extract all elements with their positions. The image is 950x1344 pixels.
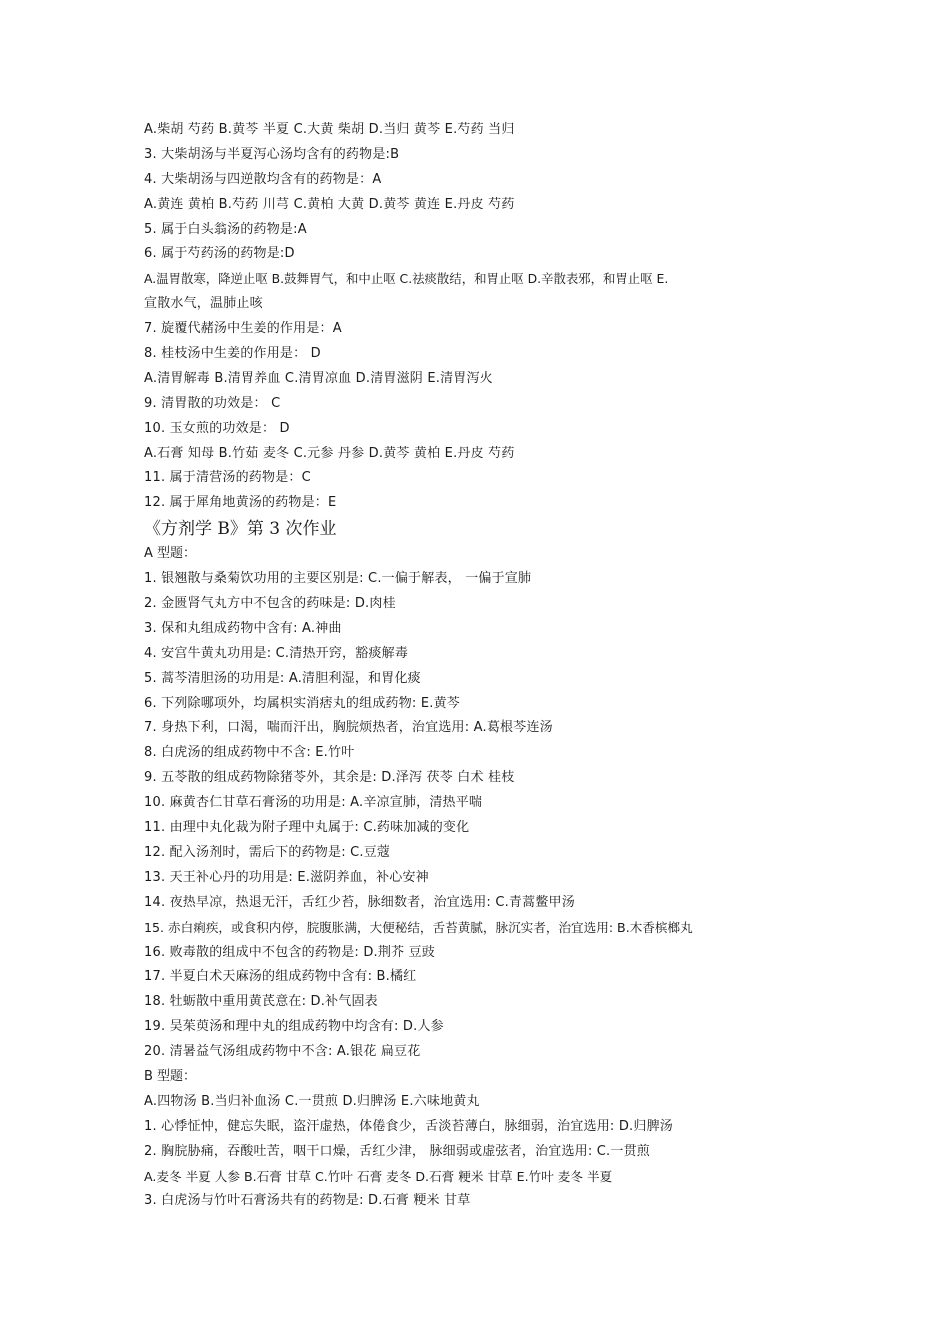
question-line: 3. 白虎汤与竹叶石膏汤共有的药物是: D.石膏 粳米 甘草 <box>144 1193 471 1209</box>
question-line: 10. 麻黄杏仁甘草石膏汤的功用是: A.辛凉宣肺，清热平喘 <box>144 795 483 811</box>
text-line: 9. 清胃散的功效是： C <box>144 395 281 411</box>
text-line: 11. 属于清营汤的药物是：C <box>144 470 311 486</box>
text-line: A.清胃解毒 B.清胃养血 C.清胃凉血 D.清胃滋阴 E.清胃泻火 <box>144 370 493 386</box>
question-line: 16. 败毒散的组成中不包含的药物是: D.荆芥 豆豉 <box>144 944 435 960</box>
question-line: 4. 安宫牛黄丸功用是: C.清热开窍，豁痰解毒 <box>144 645 409 661</box>
question-line: 8. 白虎汤的组成药物中不含: E.竹叶 <box>144 745 355 761</box>
question-line: 13. 天王补心丹的功用是: E.滋阴养血，补心安神 <box>144 869 429 885</box>
b-type-label: B 型题： <box>144 1068 197 1084</box>
options-line: A.四物汤 B.当归补血汤 C.一贯煎 D.归脾汤 E.六味地黄丸 <box>144 1093 480 1109</box>
text-line: 8. 桂枝汤中生姜的作用是： D <box>144 346 321 362</box>
question-line: 20. 清暑益气汤组成药物中不含: A.银花 扁豆花 <box>144 1044 421 1060</box>
question-line: 12. 配入汤剂时，需后下的药物是: C.豆蔻 <box>144 844 391 860</box>
question-line: 1. 心悸怔忡，健忘失眠，盗汗虚热，体倦食少，舌淡苔薄白，脉细弱，治宜选用: D.归脾汤 <box>144 1118 673 1134</box>
text-line: A.柴胡 芍药 B.黄芩 半夏 C.大黄 柴胡 D.当归 黄芩 E.芍药 当归 <box>144 122 515 137</box>
text-line: A.温胃散寒，降逆止呕 B.鼓舞胃气，和中止呕 C.祛痰散结，和胃止呕 D.辛散表邪，和胃止呕 E. <box>144 271 669 287</box>
section-heading: 《方剂学 B》第 3 次作业 <box>144 519 337 540</box>
question-line: 14. 夜热早凉，热退无汗，舌红少苔，脉细数者，治宜选用: C.青蒿鳖甲汤 <box>144 894 575 910</box>
text-line: 6. 属于芍药汤的药物是:D <box>144 246 295 262</box>
question-line: 9. 五苓散的组成药物除猪苓外，其余是: D.泽泻 茯苓 白术 桂枝 <box>144 770 515 786</box>
question-line: 17. 半夏白术天麻汤的组成药物中含有: B.橘红 <box>144 969 417 985</box>
text-line: A.石膏 知母 B.竹茹 麦冬 C.元参 丹参 D.黄芩 黄柏 E.丹皮 芍药 <box>144 445 515 461</box>
question-line: 18. 牡蛎散中重用黄芪意在: D.补气固表 <box>144 994 378 1010</box>
question-line: 6. 下列除哪项外，均属枳实消痞丸的组成药物: E.黄芩 <box>144 695 460 711</box>
document-body <box>144 118 824 1214</box>
question-line: 15. 赤白痢疾，或食积内停，脘腹胀满，大便秘结，舌苔黄腻，脉沉实者，治宜选用: B.木香槟榔丸 <box>144 919 693 935</box>
text-line: 4. 大柴胡汤与四逆散均含有的药物是：A <box>144 171 382 187</box>
question-line: 5. 蒿芩清胆汤的功用是: A.清胆利湿，和胃化痰 <box>144 670 421 686</box>
question-line: 1. 银翘散与桑菊饮功用的主要区别是: C.一偏于解表， 一偏于宣肺 <box>144 571 532 587</box>
text-line: A.黄连 黄柏 B.芍药 川芎 C.黄柏 大黄 D.黄芩 黄连 E.丹皮 芍药 <box>144 196 515 212</box>
text-line: 宣散水气，温肺止咳 <box>144 296 263 312</box>
question-line: 19. 吴茱萸汤和理中丸的组成药物中均含有: D.人参 <box>144 1019 444 1035</box>
a-type-label: A 型题： <box>144 546 197 562</box>
text-line: 12. 属于犀角地黄汤的药物是：E <box>144 495 337 511</box>
text-line: 5. 属于白头翁汤的药物是:A <box>144 221 307 237</box>
question-line: 11. 由理中丸化裁为附子理中丸属于: C.药味加减的变化 <box>144 820 470 836</box>
question-line: 2. 胸脘胁痛，吞酸吐苦，咽干口燥，舌红少津， 脉细弱或虚弦者，治宜选用: C.一贯煎 <box>144 1143 650 1159</box>
text-line: 7. 旋覆代赭汤中生姜的作用是：A <box>144 321 342 337</box>
question-line: 7. 身热下利，口渴，喘而汗出，胸脘烦热者，治宜选用: A.葛根芩连汤 <box>144 720 553 736</box>
question-line: 3. 保和丸组成药物中含有: A.神曲 <box>144 620 342 636</box>
options-line: A.麦冬 半夏 人参 B.石膏 甘草 C.竹叶 石膏 麦冬 D.石膏 粳米 甘草 E.竹叶 麦冬 半夏 <box>144 1168 613 1184</box>
text-line: 10. 玉女煎的功效是： D <box>144 420 290 436</box>
question-line: 2. 金匮肾气丸方中不包含的药味是: D.肉桂 <box>144 596 396 612</box>
text-line: 3. 大柴胡汤与半夏泻心汤均含有的药物是:B <box>144 146 400 162</box>
